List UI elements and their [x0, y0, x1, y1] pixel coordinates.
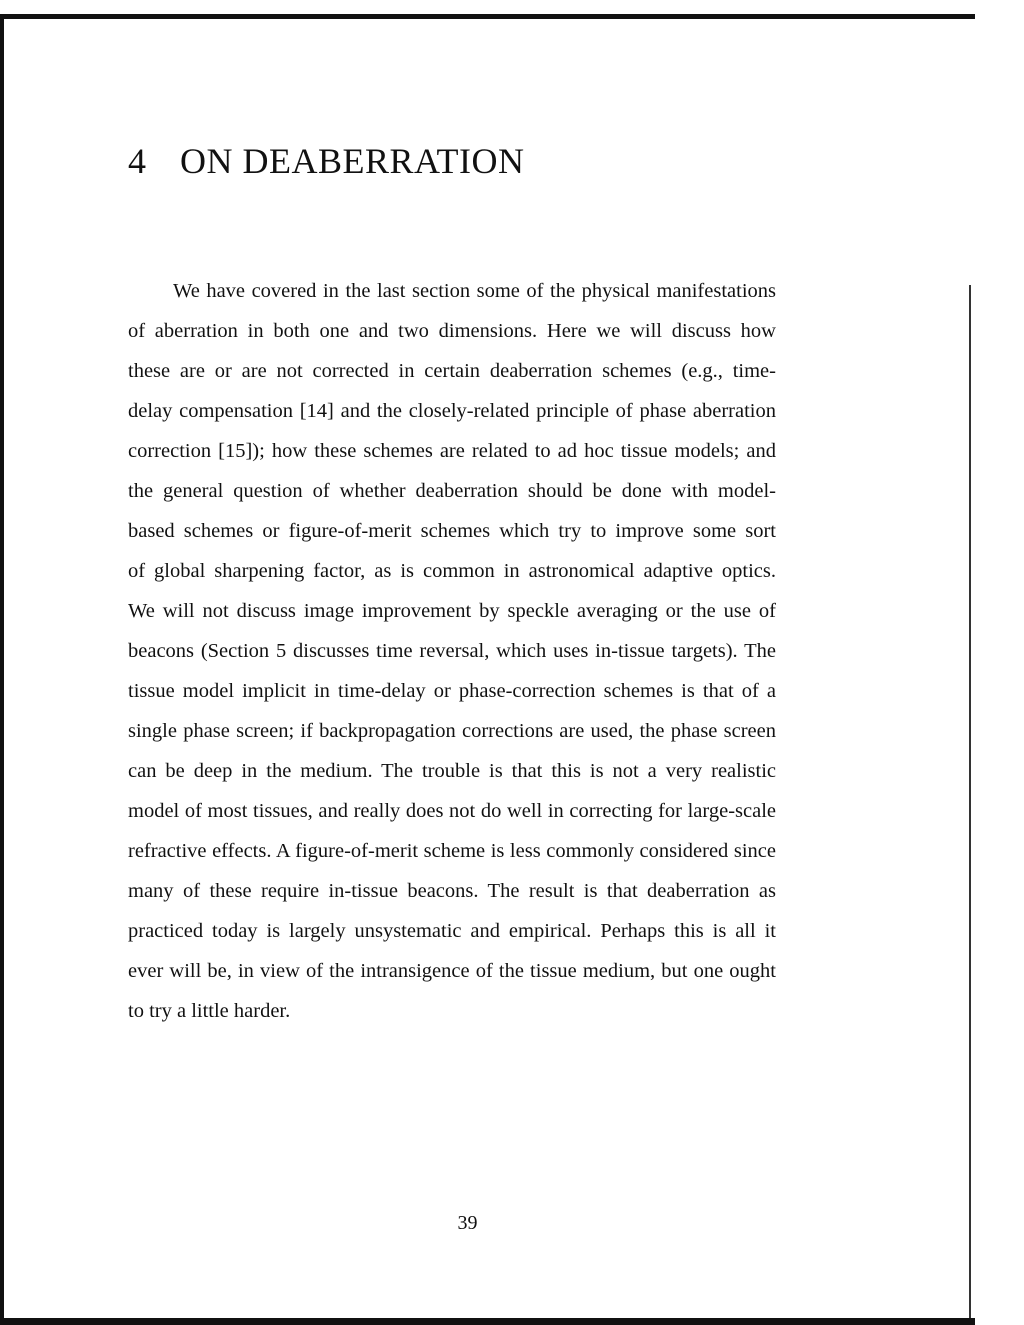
paragraph-line: tissue model implicit in time-delay or phase-correction schemes is that of a — [128, 680, 776, 702]
right-edge-rule — [969, 285, 971, 1325]
section-title: ON DEABERRATION — [180, 141, 525, 181]
paragraph-line: single phase screen; if backpropagation corrections are used, the phase screen — [128, 720, 776, 742]
paragraph-line: practiced today is largely unsystematic and empirical. Perhaps this is all it — [128, 920, 776, 942]
paragraph-line: ever will be, in view of the intransigence of the tissue medium, but one ought — [128, 960, 776, 982]
section-heading — [128, 140, 525, 182]
page-number: 39 — [457, 1212, 478, 1234]
bottom-rule — [0, 1318, 975, 1325]
paragraph-line: We have covered in the last section some of the physical manifestations — [173, 280, 776, 302]
section-number: 4 — [128, 141, 147, 181]
paragraph-line: the general question of whether deaberration should be done with model- — [128, 480, 776, 502]
paragraph-line: We will not discuss image improvement by speckle averaging or the use of — [128, 600, 776, 622]
paragraph-line: delay compensation [14] and the closely-related principle of phase aberration — [128, 400, 776, 422]
paragraph-line: of aberration in both one and two dimensions. Here we will discuss how — [128, 320, 776, 342]
paragraph-line: to try a little harder. — [128, 1000, 291, 1022]
left-edge-rule — [0, 14, 4, 1325]
paragraph-line: refractive effects. A figure-of-merit scheme is less commonly considered since — [128, 840, 776, 862]
paragraph-line: many of these require in-tissue beacons. The result is that deaberration as — [128, 880, 776, 902]
paragraph-line: beacons (Section 5 discusses time reversal, which uses in-tissue targets). The — [128, 640, 776, 662]
paragraph-line: these are or are not corrected in certain deaberration schemes (e.g., time- — [128, 360, 776, 382]
paragraph-line: of global sharpening factor, as is common in astronomical adaptive optics. — [128, 560, 776, 582]
paragraph-line: model of most tissues, and really does not do well in correcting for large-scale — [128, 800, 776, 822]
top-rule — [0, 14, 975, 19]
paragraph-line: correction [15]); how these schemes are related to ad hoc tissue models; and — [128, 440, 776, 462]
paragraph-line: based schemes or figure-of-merit schemes which try to improve some sort — [128, 520, 776, 542]
paragraph-line: can be deep in the medium. The trouble is that this is not a very realistic — [128, 760, 776, 782]
